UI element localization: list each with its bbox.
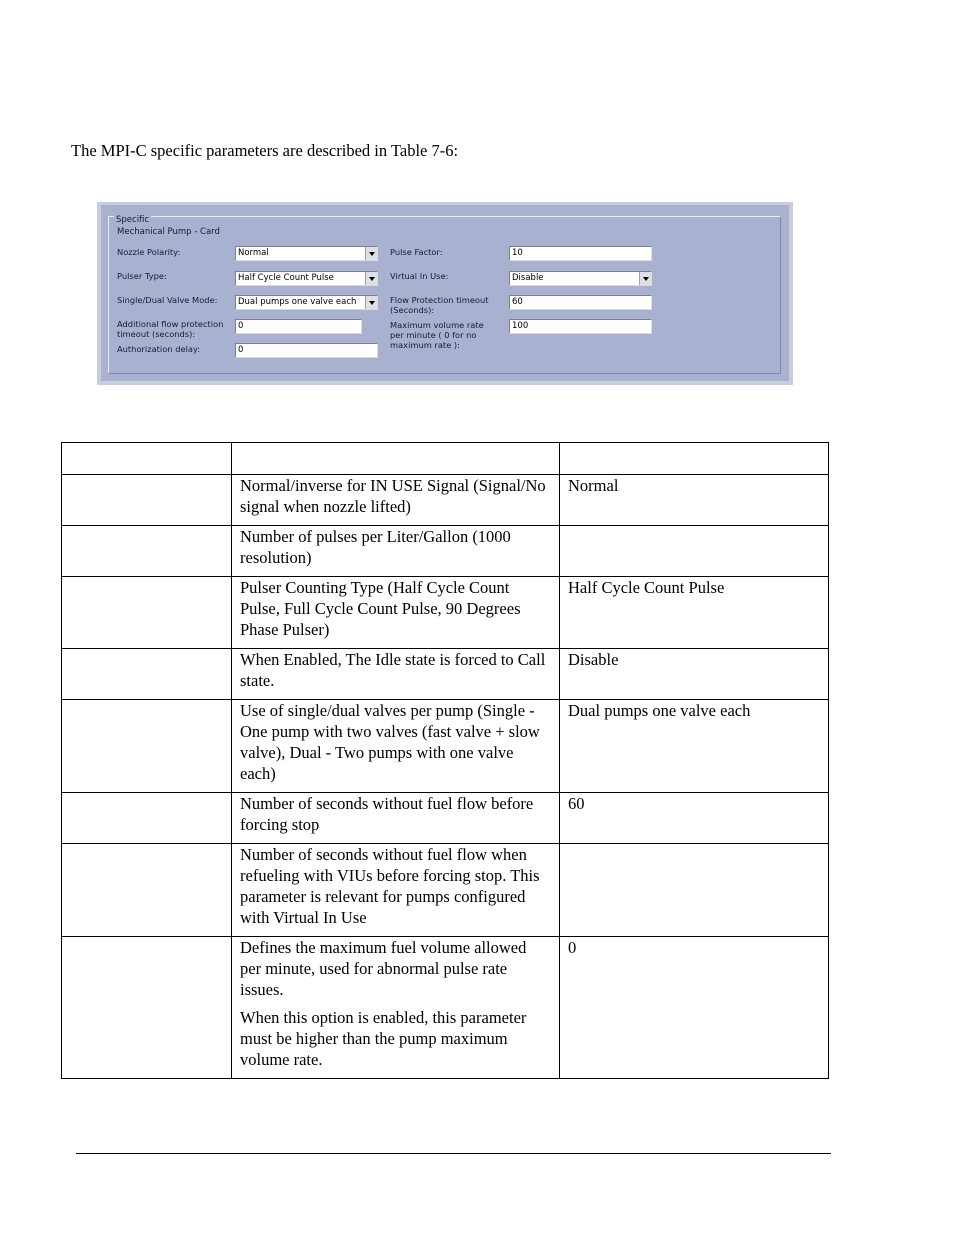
table-row xyxy=(62,793,829,844)
flow-timeout-input[interactable]: 60 xyxy=(509,295,652,310)
description-paragraph: When this option is enabled, this parameter must be higher than the pump maximum volume rate. xyxy=(240,1008,527,1069)
description-cell xyxy=(232,577,560,649)
authorization-delay-input[interactable]: 0 xyxy=(235,343,378,358)
parameter-name-cell xyxy=(62,700,232,793)
pulse-factor-input[interactable]: 10 xyxy=(509,246,652,261)
chevron-down-icon[interactable] xyxy=(639,272,651,285)
description-cell xyxy=(232,649,560,700)
group-title: Specific xyxy=(116,215,150,225)
table-row xyxy=(62,649,829,700)
description-paragraph: Number of pulses per Liter/Gallon (1000 resolution) xyxy=(240,527,511,567)
virtual-in-use-select[interactable] xyxy=(509,271,652,286)
description-cell xyxy=(232,937,560,1079)
parameter-name-cell xyxy=(62,937,232,1079)
additional-timeout-input[interactable]: 0 xyxy=(235,319,362,334)
parameter-name-cell xyxy=(62,844,232,937)
parameter-name-cell xyxy=(62,793,232,844)
parameter-name-cell xyxy=(62,649,232,700)
chevron-down-icon[interactable] xyxy=(365,296,377,309)
valve-mode-label: Single/Dual Valve Mode: xyxy=(117,295,218,305)
parameter-name-cell xyxy=(62,577,232,649)
flow-timeout-label: Flow Protection timeout (Seconds): xyxy=(390,295,489,315)
description-paragraph: Number of seconds without fuel flow when refueling with VIUs before forcing stop. This parameter is relevant for pumps configured with Virtual In Use xyxy=(240,845,540,927)
default-value-cell: 0 xyxy=(560,937,829,1079)
parameter-name-cell xyxy=(62,526,232,577)
parameter-name-cell xyxy=(62,475,232,526)
intro-text: The MPI-C specific parameters are described in Table 7-6: xyxy=(71,141,459,160)
parameters-table-body xyxy=(62,443,829,1079)
virtual-in-use-label: Virtual In Use: xyxy=(390,271,449,281)
table-row xyxy=(62,577,829,649)
nozzle-polarity-label: Nozzle Polarity: xyxy=(117,247,181,257)
table-row xyxy=(62,526,829,577)
header-parameter-cell xyxy=(62,443,232,475)
default-value-cell: 60 xyxy=(560,793,829,844)
valve-mode-value: Dual pumps one valve each xyxy=(238,297,357,307)
default-value-cell: Disable xyxy=(560,649,829,700)
specific-settings-panel xyxy=(97,202,793,385)
pulse-factor-label: Pulse Factor: xyxy=(390,247,443,257)
nozzle-polarity-value: Normal xyxy=(238,248,269,258)
description-cell xyxy=(232,793,560,844)
description-paragraph: Number of seconds without fuel flow before forcing stop xyxy=(240,794,534,834)
table-header-row xyxy=(62,443,829,475)
group-subtitle: Mechanical Pump - Card xyxy=(117,227,220,237)
default-value-cell: Half Cycle Count Pulse xyxy=(560,577,829,649)
table-row xyxy=(62,700,829,793)
parameters-table xyxy=(61,442,829,1079)
description-paragraph: Defines the maximum fuel volume allowed per minute, used for abnormal pulse rate issues. xyxy=(240,938,527,999)
max-volume-rate-input[interactable]: 100 xyxy=(509,319,652,334)
description-cell xyxy=(232,700,560,793)
table-row xyxy=(62,475,829,526)
valve-mode-select[interactable] xyxy=(235,295,378,310)
description-paragraph: Normal/inverse for IN USE Signal (Signal/No signal when nozzle lifted) xyxy=(240,476,546,516)
pulser-type-value: Half Cycle Count Pulse xyxy=(238,273,334,283)
pulser-type-label: Pulser Type: xyxy=(117,271,167,281)
pulser-type-select[interactable] xyxy=(235,271,378,286)
panel-background xyxy=(101,205,789,381)
default-value-cell: Dual pumps one valve each xyxy=(560,700,829,793)
virtual-in-use-value: Disable xyxy=(512,273,544,283)
description-cell xyxy=(232,844,560,937)
table-row xyxy=(62,844,829,937)
description-paragraph: Use of single/dual valves per pump (Single - One pump with two valves (fast valve + slow valve), Dual - Two pumps with one valve each) xyxy=(240,701,540,783)
max-volume-rate-label: Maximum volume rate per minute ( 0 for no maximum rate ): xyxy=(390,320,484,350)
footer-divider xyxy=(76,1153,831,1154)
description-paragraph: Pulser Counting Type (Half Cycle Count Pulse, Full Cycle Count Pulse, 90 Degrees Phase Pulser) xyxy=(240,578,521,639)
chevron-down-icon[interactable] xyxy=(365,272,377,285)
default-value-cell xyxy=(560,526,829,577)
default-value-cell: Normal xyxy=(560,475,829,526)
chevron-down-icon[interactable] xyxy=(365,247,377,260)
default-value-cell xyxy=(560,844,829,937)
nozzle-polarity-select[interactable] xyxy=(235,246,378,261)
authorization-delay-label: Authorization delay: xyxy=(117,344,201,354)
description-cell xyxy=(232,475,560,526)
table-row xyxy=(62,937,829,1079)
header-default-cell xyxy=(560,443,829,475)
additional-timeout-label: Additional flow protection timeout (seconds): xyxy=(117,319,224,339)
description-paragraph: When Enabled, The Idle state is forced to Call state. xyxy=(240,650,546,690)
header-description-cell xyxy=(232,443,560,475)
description-cell xyxy=(232,526,560,577)
